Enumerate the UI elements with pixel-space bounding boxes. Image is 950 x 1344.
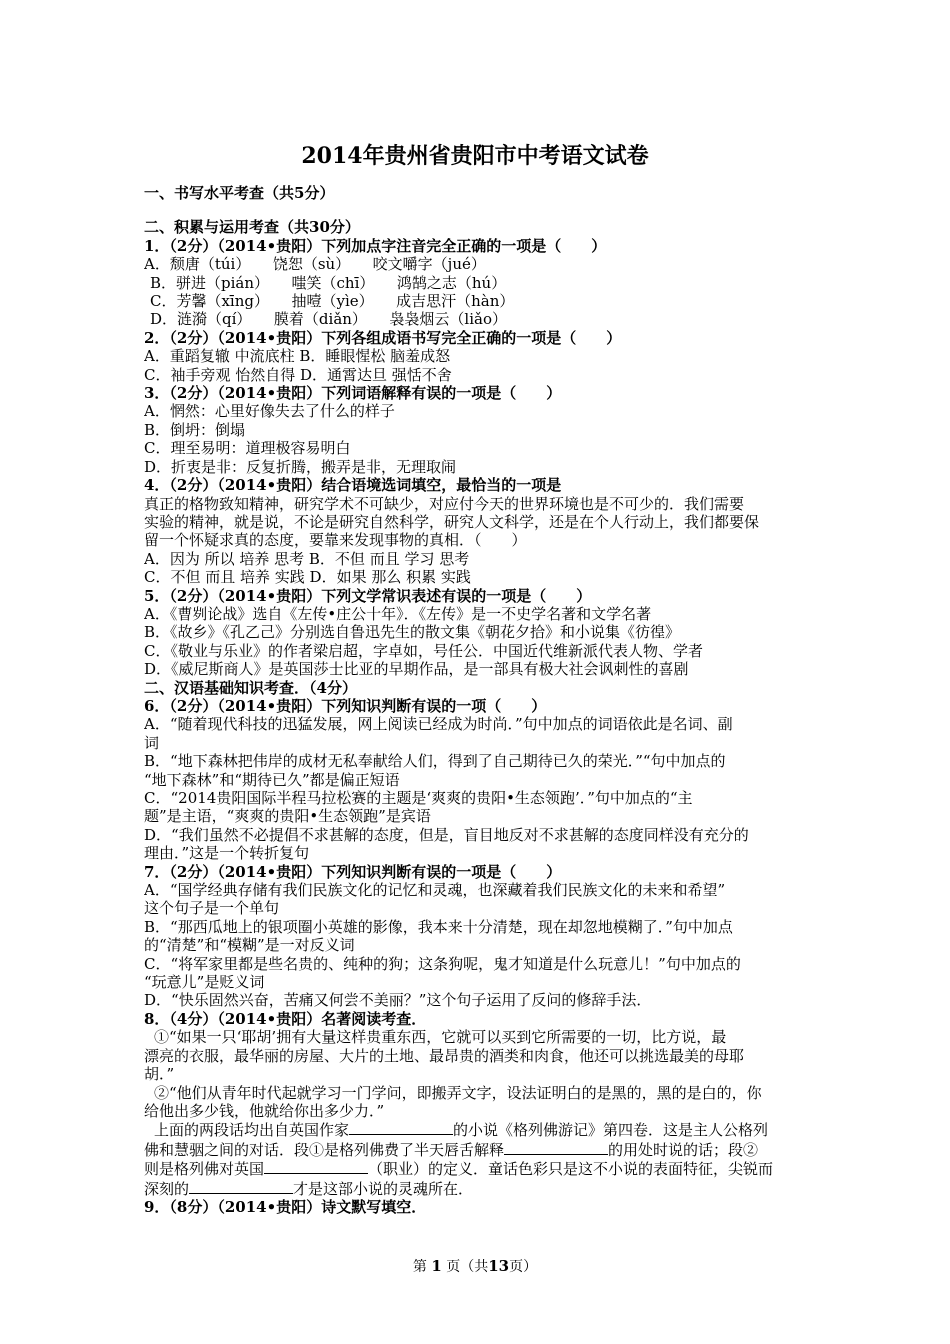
- fill-blank-line: [144, 1159, 812, 1178]
- passage-line: ①“如果一只‘耶胡’拥有大量这样贵重东西，它就可以买到它所需要的一切，比方说，最: [154, 1028, 727, 1047]
- question-stem: 3．（2分）（2014•贵阳）下列词语解释有误的一项是（ ）: [144, 384, 562, 403]
- answer-blank[interactable]: [189, 1179, 293, 1194]
- option-line: C．《敬业与乐业》的作者梁启超，字卓如，号任公．中国近代维新派代表人物、学者: [144, 641, 703, 660]
- passage-line: 真正的格物致知精神，研究学术不可缺少，对应付今天的世界环境也是不可少的．我们需要: [144, 494, 745, 513]
- option-line: B．“那西瓜地上的银项圈小英雄的影像，我本来十分清楚，现在却忽地模糊了．”句中加点: [144, 917, 733, 936]
- fill-blank-line: [144, 1140, 812, 1159]
- question-stem: 7．（2分）（2014•贵阳）下列知识判断有误的一项是（ ）: [144, 862, 562, 881]
- option-line: A．“国学经典存储有我们民族文化的记忆和灵魂，也深藏着我们民族文化的未来和希望”: [144, 881, 726, 900]
- question-stem: 5．（2分）（2014•贵阳）下列文学常识表述有误的一项是（ ）: [144, 586, 592, 605]
- option-line: 题”是主语，“爽爽的贵阳•生态领跑”是宾语: [144, 807, 431, 826]
- option-line: A．因为 所以 培养 思考 B．不但 而且 学习 思考: [144, 549, 470, 568]
- option-line: A．“随着现代科技的迅猛发展，网上阅读已经成为时尚．”句中加点的词语依此是名词、副: [144, 715, 733, 734]
- footer-text: 页（共: [446, 1259, 489, 1275]
- option-line: B．“地下森林把伟岸的成材无私奉献给人们，得到了自己期待已久的荣光．”“句中加点的: [144, 752, 726, 771]
- option-line: 词: [144, 733, 160, 752]
- section-heading: 二、积累与运用考查（共30分）: [144, 218, 360, 237]
- text-segment: （职业）的定义．童话色彩只是这不小说的表面特征，尖锐而: [368, 1160, 774, 1179]
- option-line: B．倒坍：倒塌: [144, 420, 246, 439]
- text-segment: 则是格列佛对英国: [144, 1160, 265, 1179]
- page-number: 1: [431, 1257, 442, 1275]
- option-line: C．芳馨（xīng） 抽噎（yìe） 成吉思汗（hàn）: [150, 292, 515, 311]
- passage-line: 胡．”: [144, 1065, 175, 1084]
- section-heading: 一、书写水平考查（共5分）: [144, 184, 335, 202]
- option-line: “玩意儿”是贬义词: [144, 973, 265, 992]
- option-line: 的“清楚”和“模糊”是一对反义词: [144, 936, 355, 955]
- exam-body: [144, 184, 812, 1216]
- question-stem: 2．（2分）（2014•贵阳）下列各组成语书写完全正确的一项是（ ）: [144, 328, 622, 347]
- answer-blank[interactable]: [264, 1159, 368, 1174]
- fill-blank-line: [144, 1179, 812, 1198]
- section-heading: 二、汉语基础知识考查．（4分）: [144, 678, 357, 697]
- passage-line: 漂亮的衣服，最华丽的房屋、大片的土地、最昂贵的酒类和肉食，他还可以挑选最美的母耶: [144, 1046, 745, 1065]
- text-segment: 的小说《格列佛游记》第四卷．这是主人公格列: [453, 1121, 769, 1140]
- option-line: B．骈进（pián） 嗤笑（chī） 鸿鹄之志（hú）: [150, 273, 507, 292]
- page-title: 2014年贵州省贵阳市中考语文试卷: [301, 143, 649, 169]
- option-line: “地下森林”和“期待已久”都是偏正短语: [144, 770, 400, 789]
- option-line: D．“我们虽然不必提倡不求甚解的态度，但是，盲目地反对不求甚解的态度同样没有充分的: [144, 825, 749, 844]
- footer-text: 第: [412, 1259, 427, 1275]
- question-stem: 1．（2分）（2014•贵阳）下列加点字注音完全正确的一项是（ ）: [144, 236, 607, 255]
- option-line: B．《故乡》《孔乙己》分别选自鲁迅先生的散文集《朝花夕拾》和小说集《彷徨》: [144, 623, 681, 642]
- option-line: A．《曹刿论战》选自《左传•庄公十年》．《左传》是一不史学名著和文学名著: [144, 604, 652, 623]
- option-line: 理由．”这是一个转折复句: [144, 844, 310, 863]
- option-line: C．“2014贵阳国际半程马拉松赛的主题是‘爽爽的贵阳•生态领跑’．”句中加点的“主: [144, 789, 693, 807]
- option-line: 这个句子是一个单句: [144, 899, 280, 918]
- option-line: D．“快乐固然兴奋，苦痛又何尝不美丽？”这个句子运用了反问的修辞手法．: [144, 991, 652, 1010]
- text-segment: 上面的两段话均出自英国作家: [154, 1121, 350, 1140]
- passage-line: 实验的精神，就是说，不论是研究自然科学，研究人文科学，还是在个人行动上，我们都要保: [144, 512, 760, 531]
- passage-line: ②“他们从青年时代起就学习一门学问，即搬弄文字，设法证明白的是黑的，黑的是白的，你: [154, 1083, 762, 1102]
- option-line: D．涟漪（qí） 膜着（diǎn） 袅袅烟云（liǎo）: [150, 310, 507, 329]
- text-segment: 深刻的: [144, 1179, 190, 1198]
- option-line: C．理至易明：道理极容易明白: [144, 439, 351, 458]
- option-line: D．《威尼斯商人》是英国莎士比亚的早期作品，是一部具有极大社会讽刺性的喜剧: [144, 660, 689, 679]
- option-line: C．袖手旁观 怡然自得 D．通霄达旦 强恬不舍: [144, 365, 452, 384]
- footer-text: 页）: [509, 1259, 538, 1275]
- option-line: A．重蹈复辙 中流底柱 B．睡眼惺松 脑羞成怒: [144, 347, 451, 366]
- text-segment: 的用处时说的话；段②: [608, 1140, 759, 1159]
- option-line: D．折衷是非：反复折腾，搬弄是非，无理取闹: [144, 457, 457, 476]
- question-stem: 9．（8分）（2014•贵阳）诗文默写填空．: [144, 1197, 427, 1216]
- option-line: A．惘然：心里好像失去了什么的样子: [144, 402, 395, 421]
- passage-line: 留一个怀疑求真的态度，要靠来发现事物的真相．（ ）: [144, 531, 527, 550]
- page-footer: [0, 1256, 950, 1277]
- answer-blank[interactable]: [349, 1120, 453, 1135]
- option-line: A．颓唐（túi） 饶恕（sù） 咬文嚼字（jué）: [144, 255, 486, 274]
- question-stem: 4．（2分）（2014•贵阳）结合语境选词填空，最恰当的一项是: [144, 476, 562, 495]
- question-stem: 6．（2分）（2014•贵阳）下列知识判断有误的一项（ ）: [144, 696, 547, 715]
- option-line: C．“将军家里都是些名贵的、纯种的狗；这条狗呢，鬼才知道是什么玩意儿！”句中加点的: [144, 954, 741, 973]
- question-stem: 8．（4分）（2014•贵阳）名著阅读考查．: [144, 1009, 427, 1028]
- total-pages: 13: [488, 1257, 510, 1275]
- option-line: C．不但 而且 培养 实践 D．如果 那么 积累 实践: [144, 568, 471, 587]
- fill-blank-line: [144, 1120, 812, 1139]
- text-segment: 才是这部小说的灵魂所在．: [293, 1179, 474, 1198]
- text-segment: 佛和慧骃之间的对话．段①是格列佛费了半天唇舌解释: [144, 1140, 505, 1159]
- answer-blank[interactable]: [504, 1140, 608, 1155]
- passage-line: 给他出多少钱，他就给你出多少力．”: [144, 1101, 385, 1120]
